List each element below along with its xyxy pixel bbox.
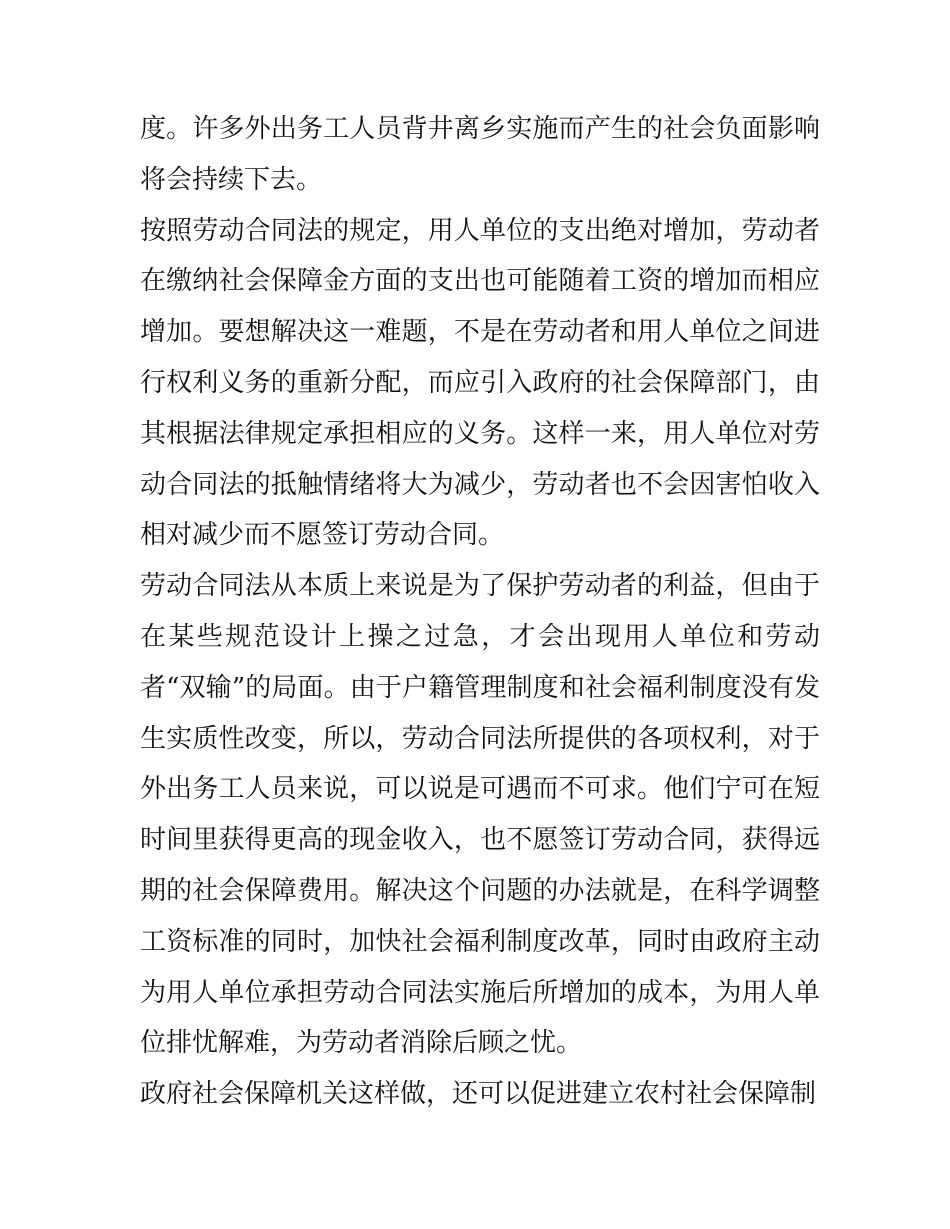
document-body: [140, 104, 820, 1120]
paragraph-3: 劳动合同法从本质上来说是为了保护劳动者的利益，但由于在某些规范设计上操之过急，才会出现用人单位和劳动者“双输”的局面。由于户籍管理制度和社会福利制度没有发生实质性改变，所以，劳动合同法所提供的各项权利，对于外出务工人员来说，可以说是可遇而不可求。他们宁可在短时间里获得更高的现金收入，也不愿签订劳动合同，获得远期的社会保障费用。解决这个问题的办法就是，在科学调整工资标准的同时，加快社会福利制度改革，同时由政府主动为用人单位承担劳动合同法实施后所增加的成本，为用人单位排忧解难，为劳动者消除后顾之忧。: [140, 571, 820, 1059]
paragraph-1: 度。许多外出务工人员背井离乡实施而产生的社会负面影响将会持续下去。: [140, 114, 820, 195]
paragraph-2: 按照劳动合同法的规定，用人单位的支出绝对增加，劳动者在缴纳社会保障金方面的支出也可能随着工资的增加而相应增加。要想解决这一难题，不是在劳动者和用人单位之间进行权利义务的重新分配，而应引入政府的社会保障部门，由其根据法律规定承担相应的义务。这样一来，用人单位对劳动合同法的抵触情绪将大为减少，劳动者也不会因害怕收入相对减少而不愿签订劳动合同。: [140, 215, 820, 551]
paragraph-4: 政府社会保障机关这样做，还可以促进建立农村社会保障制: [140, 1079, 817, 1110]
